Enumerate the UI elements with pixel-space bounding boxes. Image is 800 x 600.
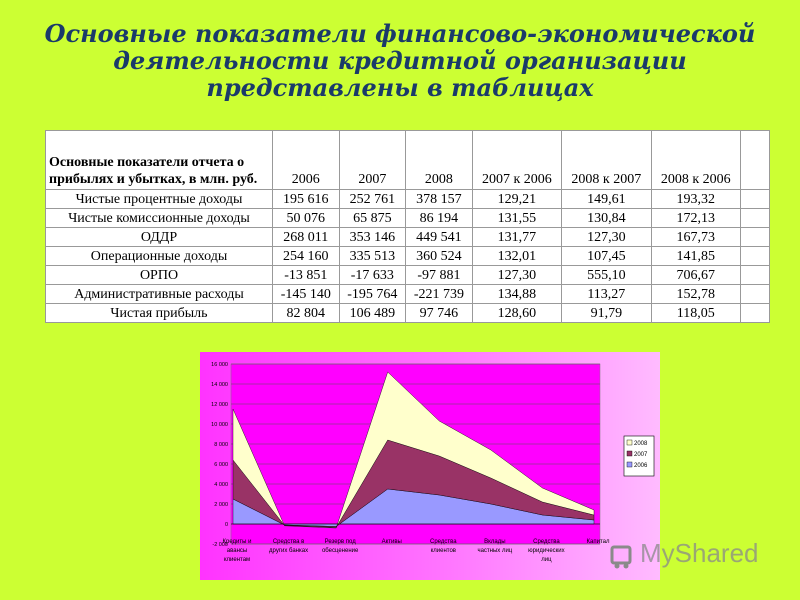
table-cell: 706,67: [651, 266, 740, 285]
table-cell: 97 746: [406, 304, 473, 323]
row-label: Чистая прибыль: [46, 304, 273, 323]
table-cell: 118,05: [651, 304, 740, 323]
x-tick-label: Активы: [381, 539, 402, 545]
table-cell: 172,13: [651, 209, 740, 228]
x-tick-label: Капитал: [586, 539, 610, 545]
table-cell: 353 146: [339, 228, 406, 247]
row-label: Административные расходы: [46, 285, 273, 304]
x-tick-label: авансы: [226, 548, 248, 554]
empty-cell: [741, 285, 770, 304]
title-line-2: деятельности кредитной организации: [113, 46, 687, 75]
legend-label-2007: 2007: [634, 452, 648, 458]
table-cell: 129,21: [472, 190, 561, 209]
table-cell: 107,45: [562, 247, 651, 266]
table-cell: -221 739: [406, 285, 473, 304]
x-tick-label: частных лиц: [477, 548, 513, 554]
legend-swatch-2007: [627, 451, 632, 456]
col-2007-vs-2006: 2007 к 2006: [472, 131, 561, 190]
table-header-label: Основные показатели отчета о прибылях и убытках, в млн. руб.: [46, 131, 273, 190]
table-cell: 127,30: [472, 266, 561, 285]
col-2006: 2006: [273, 131, 340, 190]
y-tick-label: 14 000: [211, 382, 228, 388]
x-tick-label: обесценение: [321, 548, 359, 554]
empty-cell: [741, 209, 770, 228]
table-cell: 195 616: [273, 190, 340, 209]
title-line-3: представлены в таблицах: [206, 73, 594, 102]
empty-cell: [741, 228, 770, 247]
row-label: ОРПО: [46, 266, 273, 285]
table-cell: 360 524: [406, 247, 473, 266]
legend-label-2008: 2008: [634, 441, 648, 447]
table-cell: 86 194: [406, 209, 473, 228]
row-label: Чистые процентные доходы: [46, 190, 273, 209]
table-cell: 378 157: [406, 190, 473, 209]
y-tick-label: 16 000: [211, 362, 228, 368]
x-tick-label: Средства: [533, 539, 560, 545]
table-cell: 252 761: [339, 190, 406, 209]
y-tick-label: 10 000: [211, 422, 228, 428]
y-tick-label: 2 000: [214, 502, 228, 508]
row-label: ОДДР: [46, 228, 273, 247]
x-tick-label: Средства: [429, 539, 457, 545]
x-tick-label: Вклады: [484, 539, 506, 545]
table-row: [46, 190, 770, 209]
table-cell: 113,27: [562, 285, 651, 304]
table-cell: 91,79: [562, 304, 651, 323]
title-line-1: Основные показатели финансово-экономической: [44, 19, 756, 48]
y-tick-label: 4 000: [214, 482, 228, 488]
table-cell: 254 160: [273, 247, 340, 266]
table-cell: -17 633: [339, 266, 406, 285]
x-tick-label: других банках: [269, 548, 309, 554]
table-cell: 193,32: [651, 190, 740, 209]
table-cell: 128,60: [472, 304, 561, 323]
table-cell: 449 541: [406, 228, 473, 247]
x-tick-label: юридических: [528, 548, 565, 554]
legend-label-2006: 2006: [634, 463, 648, 469]
x-tick-label: Кредиты и: [222, 539, 252, 545]
y-tick-label: 6 000: [214, 462, 228, 468]
watermark-text: MyShared: [640, 538, 759, 568]
table-cell: 50 076: [273, 209, 340, 228]
table-cell: 106 489: [339, 304, 406, 323]
col-2007: 2007: [339, 131, 406, 190]
table-cell: 268 011: [273, 228, 340, 247]
row-label: Чистые комиссионные доходы: [46, 209, 273, 228]
row-label: Операционные доходы: [46, 247, 273, 266]
table-cell: -195 764: [339, 285, 406, 304]
table-cell: 65 875: [339, 209, 406, 228]
empty-cell: [741, 304, 770, 323]
legend-swatch-2006: [627, 462, 632, 467]
table-row: [46, 266, 770, 285]
table-row: [46, 247, 770, 266]
col-2008: 2008: [406, 131, 473, 190]
table-cell: 132,01: [472, 247, 561, 266]
cart-icon: [610, 541, 634, 569]
table-cell: 131,55: [472, 209, 561, 228]
table-header-row: [46, 131, 770, 190]
col-2008-vs-2007: 2008 к 2007: [562, 131, 651, 190]
y-tick-label: 8 000: [214, 442, 228, 448]
table-row: [46, 285, 770, 304]
table-cell: -145 140: [273, 285, 340, 304]
x-tick-label: Резерв под: [324, 539, 356, 545]
empty-column: [741, 131, 770, 190]
page-title: [0, 20, 800, 101]
table-row: [46, 304, 770, 323]
chart-svg: [200, 352, 660, 580]
y-tick-label: -2 000: [212, 542, 228, 548]
table-cell: 127,30: [562, 228, 651, 247]
table-cell: 555,10: [562, 266, 651, 285]
col-2008-vs-2006: 2008 к 2006: [651, 131, 740, 190]
table-cell: 152,78: [651, 285, 740, 304]
y-tick-label: 0: [224, 522, 228, 528]
table-row: [46, 228, 770, 247]
table-cell: 82 804: [273, 304, 340, 323]
table-cell: 167,73: [651, 228, 740, 247]
x-tick-label: лиц: [541, 557, 552, 563]
empty-cell: [741, 266, 770, 285]
table-cell: 335 513: [339, 247, 406, 266]
table-cell: 131,77: [472, 228, 561, 247]
table-cell: 149,61: [562, 190, 651, 209]
x-tick-label: клиентам: [223, 557, 251, 563]
empty-cell: [741, 247, 770, 266]
legend-swatch-2008: [627, 440, 632, 445]
empty-cell: [741, 190, 770, 209]
y-tick-label: 12 000: [211, 402, 228, 408]
x-tick-label: Средства в: [272, 539, 305, 545]
table-cell: 134,88: [472, 285, 561, 304]
table-cell: 130,84: [562, 209, 651, 228]
table-cell: 141,85: [651, 247, 740, 266]
table-row: [46, 209, 770, 228]
table-cell: -97 881: [406, 266, 473, 285]
area-chart: [200, 352, 660, 580]
x-tick-label: клиентов: [430, 548, 456, 554]
financial-table: [45, 130, 770, 323]
table-cell: -13 851: [273, 266, 340, 285]
